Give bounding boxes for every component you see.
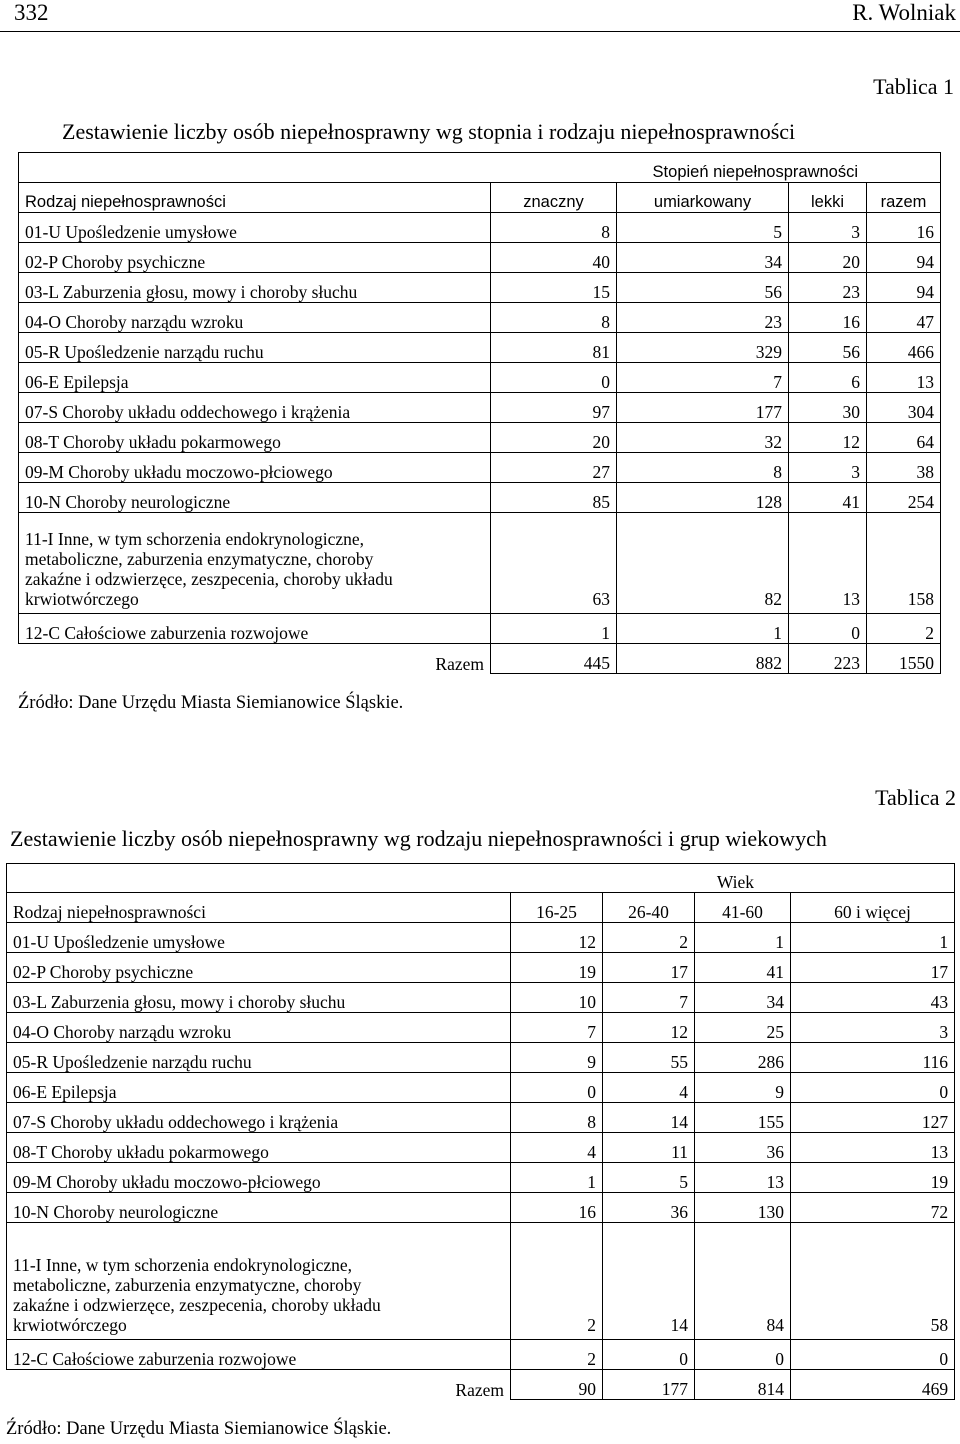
table-row (19, 614, 941, 644)
table-row (7, 1043, 955, 1073)
table-cell: 94 (867, 243, 941, 273)
table2-col-header: 16-25 (511, 893, 603, 923)
table-row (19, 243, 941, 273)
table-cell: 43 (791, 983, 955, 1013)
table-cell: 814 (695, 1370, 791, 1400)
table-cell: 12 (789, 423, 867, 453)
table-row (7, 1163, 955, 1193)
table-cell: 16 (789, 303, 867, 333)
table2-total-label: Razem (7, 1370, 511, 1400)
table-cell: 81 (491, 333, 617, 363)
table-cell: 2 (603, 923, 695, 953)
table-cell: 84 (695, 1223, 791, 1340)
table-cell: 882 (617, 644, 789, 674)
running-head-author: R. Wolniak (852, 0, 956, 25)
table-cell: 3 (791, 1013, 955, 1043)
table-cell: 14 (603, 1223, 695, 1340)
table-cell: 329 (617, 333, 789, 363)
table-cell: 3 (789, 213, 867, 243)
table-cell: 11 (603, 1133, 695, 1163)
table-cell: 23 (617, 303, 789, 333)
table-cell: 72 (791, 1193, 955, 1223)
table-cell: 55 (603, 1043, 695, 1073)
table2-col-header: 41-60 (695, 893, 791, 923)
table-cell: 34 (617, 243, 789, 273)
table-cell: 16 (511, 1193, 603, 1223)
table-row (7, 1013, 955, 1043)
row-label: 03-L Zaburzenia głosu, mowy i choroby słuchu (7, 983, 511, 1013)
row-label: 07-S Choroby układu oddechowego i krążenia (7, 1103, 511, 1133)
row11-line: metaboliczne, zaburzenia enzymatyczne, choroby (25, 549, 374, 569)
table-row (7, 1193, 955, 1223)
table-cell: 469 (791, 1370, 955, 1400)
table-cell: 1 (491, 614, 617, 644)
table-cell: 12 (603, 1013, 695, 1043)
table-cell: 56 (789, 333, 867, 363)
table-cell: 0 (791, 1073, 955, 1103)
table-cell: 177 (617, 393, 789, 423)
table1-col-header: umiarkowany (617, 183, 789, 213)
table-cell: 41 (695, 953, 791, 983)
table-cell: 85 (491, 483, 617, 513)
table-row (19, 363, 941, 393)
row11-line: 11-I Inne, w tym schorzenia endokrynologiczne, (25, 529, 365, 549)
table-cell: 1 (791, 923, 955, 953)
table-row (19, 273, 941, 303)
table1-source: Źródło: Dane Urzędu Miasta Siemianowice Śląskie. (18, 693, 404, 713)
table-cell: 38 (867, 453, 941, 483)
row-label: 01-U Upośledzenie umysłowe (19, 213, 491, 243)
table-row (7, 1073, 955, 1103)
table-cell: 445 (491, 644, 617, 674)
table-row (19, 213, 941, 243)
row-label: 09-M Choroby układu moczowo-płciowego (19, 453, 491, 483)
table-row (19, 393, 941, 423)
table1-group-header-row (19, 153, 941, 183)
table-cell: 12-C Całościowe zaburzenia rozwojowe (7, 1340, 511, 1370)
table-row (7, 1133, 955, 1163)
table1-label: Tablica 1 (873, 74, 954, 99)
row-label: 08-T Choroby układu pokarmowego (19, 423, 491, 453)
table2-source: Źródło: Dane Urzędu Miasta Siemianowice Śląskie. (6, 1419, 392, 1439)
table-row (7, 1340, 955, 1370)
table1-total-label: Razem (19, 644, 491, 674)
table-cell: 127 (791, 1103, 955, 1133)
table-cell: 94 (867, 273, 941, 303)
table-cell: 155 (695, 1103, 791, 1133)
row-label: 04-O Choroby narządu wzroku (19, 303, 491, 333)
table-row (19, 453, 941, 483)
table2-total-row (7, 1370, 955, 1400)
table-cell: 8 (511, 1103, 603, 1133)
table-cell: 2 (867, 614, 941, 644)
table-cell: 27 (491, 453, 617, 483)
table-cell: 0 (791, 1340, 955, 1370)
table-cell: 13 (791, 1133, 955, 1163)
table1-col-header: razem (867, 183, 941, 213)
table-cell: 23 (789, 273, 867, 303)
table-cell: 17 (791, 953, 955, 983)
row-label: 08-T Choroby układu pokarmowego (7, 1133, 511, 1163)
table-row (19, 303, 941, 333)
table-cell: 8 (491, 213, 617, 243)
row-label: 06-E Epilepsja (19, 363, 491, 393)
table-cell: 304 (867, 393, 941, 423)
table-cell: 90 (511, 1370, 603, 1400)
table2-title: Zestawienie liczby osób niepełnosprawny wg rodzaju niepełnosprawności i grup wiekowych (10, 826, 827, 851)
table-cell: 14 (603, 1103, 695, 1133)
row11-line: 11-I Inne, w tym schorzenia endokrynologiczne, (13, 1255, 353, 1275)
row11-line: metaboliczne, zaburzenia enzymatyczne, choroby (13, 1275, 362, 1295)
table-cell: 158 (867, 513, 941, 614)
table-cell: 25 (695, 1013, 791, 1043)
table1 (18, 152, 941, 674)
table2-col-header: 60 i więcej (791, 893, 955, 923)
row11-line: krwiotwórczego (13, 1315, 127, 1335)
row11-line: krwiotwórczego (25, 589, 139, 609)
table-cell: 1 (511, 1163, 603, 1193)
table1-column-header-row (19, 183, 941, 213)
table-cell: 7 (511, 1013, 603, 1043)
table-row (7, 1103, 955, 1133)
table-cell: 10 (511, 983, 603, 1013)
table-cell: 0 (789, 614, 867, 644)
page-number: 332 (14, 0, 49, 25)
table-cell: 20 (491, 423, 617, 453)
table-cell: 30 (789, 393, 867, 423)
table-cell: 13 (867, 363, 941, 393)
table-row (7, 923, 955, 953)
table-cell: 466 (867, 333, 941, 363)
row-label: 07-S Choroby układu oddechowego i krążenia (19, 393, 491, 423)
table-cell: 6 (789, 363, 867, 393)
table-cell: 7 (603, 983, 695, 1013)
row-label: 04-O Choroby narządu wzroku (7, 1013, 511, 1043)
table-row (7, 983, 955, 1013)
table1-col-header: znaczny (491, 183, 617, 213)
row-label: 09-M Choroby układu moczowo-płciowego (7, 1163, 511, 1193)
table-cell: 8 (491, 303, 617, 333)
table-cell: 286 (695, 1043, 791, 1073)
table-cell: 97 (491, 393, 617, 423)
table-cell: 0 (511, 1073, 603, 1103)
table2-row11-label (7, 1223, 511, 1340)
table-row (19, 423, 941, 453)
table-cell: 16 (867, 213, 941, 243)
table-cell: 0 (491, 363, 617, 393)
table-cell: 5 (617, 213, 789, 243)
table-cell: 32 (617, 423, 789, 453)
table-cell: 13 (789, 513, 867, 614)
row-label: 02-P Choroby psychiczne (19, 243, 491, 273)
table-cell: 56 (617, 273, 789, 303)
table1-row11-label (19, 513, 491, 614)
table-cell: 1 (695, 923, 791, 953)
table-cell: 4 (603, 1073, 695, 1103)
table2-group-header: Wiek (7, 864, 955, 893)
table-cell: 7 (617, 363, 789, 393)
table-cell: 15 (491, 273, 617, 303)
table-cell: 2 (511, 1223, 603, 1340)
table1-col-header: Rodzaj niepełnosprawności (19, 183, 491, 213)
table-cell: 58 (791, 1223, 955, 1340)
table-row (7, 1223, 955, 1340)
table-cell: 130 (695, 1193, 791, 1223)
table1-title: Zestawienie liczby osób niepełnosprawny wg stopnia i rodzaju niepełnosprawności (62, 119, 796, 144)
table-cell: 13 (695, 1163, 791, 1193)
table-cell: 4 (511, 1133, 603, 1163)
table-cell: 12-C Całościowe zaburzenia rozwojowe (19, 614, 491, 644)
header-rule (0, 31, 960, 32)
table-cell: 2 (511, 1340, 603, 1370)
row11-line: zakaźne i odzwierzęce, zeszpecenia, choroby układu (25, 569, 393, 589)
table-cell: 36 (695, 1133, 791, 1163)
table-row (19, 513, 941, 614)
table-cell: 41 (789, 483, 867, 513)
table-cell: 82 (617, 513, 789, 614)
table-cell: 19 (511, 953, 603, 983)
table-cell: 3 (789, 453, 867, 483)
table-cell: 40 (491, 243, 617, 273)
row-label: 05-R Upośledzenie narządu ruchu (7, 1043, 511, 1073)
row-label: 02-P Choroby psychiczne (7, 953, 511, 983)
table-cell: 12 (511, 923, 603, 953)
table-cell: 9 (695, 1073, 791, 1103)
table1-col-header: lekki (789, 183, 867, 213)
table2 (6, 863, 955, 1400)
table-cell: 36 (603, 1193, 695, 1223)
table-cell: 1550 (867, 644, 941, 674)
table2-label: Tablica 2 (875, 785, 956, 810)
table-cell: 116 (791, 1043, 955, 1073)
table-cell: 254 (867, 483, 941, 513)
table-cell: 64 (867, 423, 941, 453)
table-cell: 9 (511, 1043, 603, 1073)
table-cell: 128 (617, 483, 789, 513)
table-row (19, 333, 941, 363)
table-cell: 17 (603, 953, 695, 983)
table-cell: 223 (789, 644, 867, 674)
table2-col-header: 26-40 (603, 893, 695, 923)
table-cell: 8 (617, 453, 789, 483)
table-cell: 19 (791, 1163, 955, 1193)
table-row (19, 483, 941, 513)
table-cell: 63 (491, 513, 617, 614)
row-label: 06-E Epilepsja (7, 1073, 511, 1103)
row-label: 10-N Choroby neurologiczne (19, 483, 491, 513)
table1-total-row (19, 644, 941, 674)
row-label: 03-L Zaburzenia głosu, mowy i choroby słuchu (19, 273, 491, 303)
table-cell: 1 (617, 614, 789, 644)
table2-col-header: Rodzaj niepełnosprawności (7, 893, 511, 923)
table-cell: 0 (695, 1340, 791, 1370)
row11-line: zakaźne i odzwierzęce, zeszpecenia, choroby układu (13, 1295, 381, 1315)
table2-column-header-row (7, 893, 955, 923)
table-row (7, 953, 955, 983)
table2-group-header-row (7, 864, 955, 893)
table-cell: 34 (695, 983, 791, 1013)
table-cell: 5 (603, 1163, 695, 1193)
row-label: 01-U Upośledzenie umysłowe (7, 923, 511, 953)
table-cell: 177 (603, 1370, 695, 1400)
table1-group-header: Stopień niepełnosprawności (19, 153, 941, 183)
table-cell: 20 (789, 243, 867, 273)
table-cell: 0 (603, 1340, 695, 1370)
table-cell: 47 (867, 303, 941, 333)
row-label: 05-R Upośledzenie narządu ruchu (19, 333, 491, 363)
row-label: 10-N Choroby neurologiczne (7, 1193, 511, 1223)
